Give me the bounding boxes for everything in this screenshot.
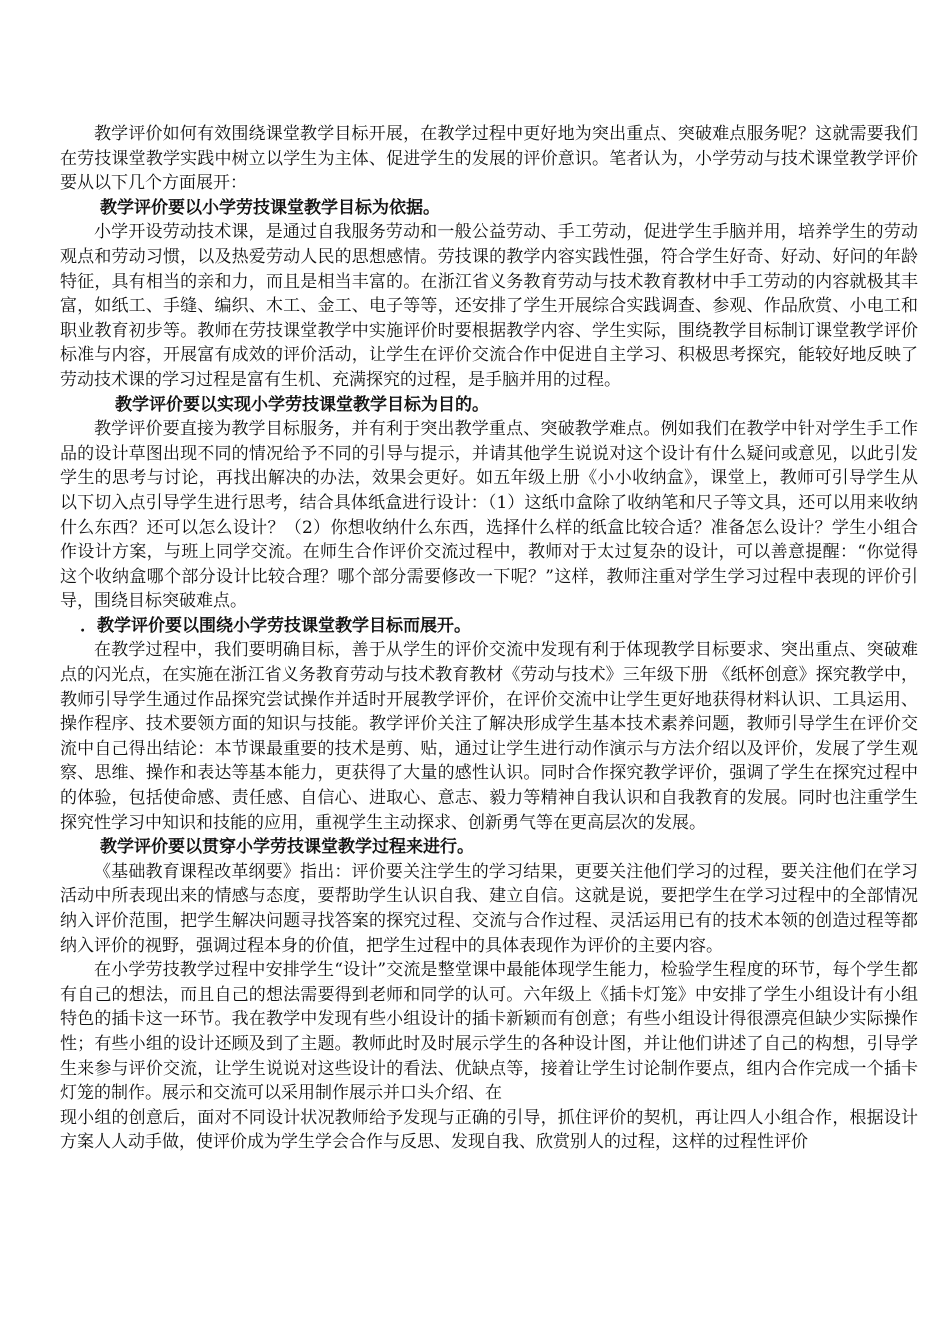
section-heading-2: 教学评价要以实现小学劳技课堂教学目标为目的。 (115, 394, 489, 415)
section-1-paragraph: 小学开设劳动技术课，是通过自我服务劳动和一般公益劳动、手工劳动，促进学生手脑并用，培养学生的劳动观点和劳动习惯，以及热爱劳动人民的思想感情。劳技课的教学内容实践性强，符合学生好奇、好动、好问的年龄特征，具有相当的亲和力，而且是相当丰富的。在浙江省义务教育劳动与技术教育教材中手工劳动的内容就极其丰富，如纸工、手缝、编织、木工、金工、电子等等，还安排了学生开展综合实践调查、参观、作品欣赏、小电工和职业教育初步等。教师在劳技课堂教学中实施评价时要根据教学内容、学生实际，围绕教学目标制订课堂教学评价标准与内容，开展富有成效的评价活动，让学生在评价交流合作中促进自主学习、积极思考探究，能较好地反映了劳动技术课的学习过程是富有生机、充满探究的过程，是手脑并用的过程。 (60, 222, 918, 390)
section-heading-3: ．教学评价要以围绕小学劳技课堂教学目标而展开。 (80, 615, 471, 636)
intro-paragraph: 教学评价如何有效围绕课堂教学目标开展，在教学过程中更好地为突出重点、突破难点服务呢？这就需要我们在劳技课堂教学实践中树立以学生为主体、促进学生的发展的评价意识。笔者认为，小学劳动与技术课堂教学评价要从以下几个方面展开： (60, 124, 918, 194)
section-2-paragraph: 教学评价要直接为教学目标服务，并有利于突出教学重点、突破教学难点。例如我们在教学中针对学生手工作品的设计草图出现不同的情况给予不同的引导与提示，并请其他学生说说对这个设计有什么疑问或意见，以此引发学生的思考与讨论，再找出解决的办法，效果会更好。如五年级上册《小小收纳盒》，课堂上，教师可引导学生从以下切入点引导学生进行思考，结合具体纸盒进行设计：（1）这纸巾盒除了收纳笔和尺子等文具，还可以用来收纳什么东西？还可以怎么设计？（2）你想收纳什么东西，选择什么样的纸盒比较合适？准备怎么设计？学生小组合作设计方案，与班上同学交流。在师生合作评价交流过程中，教师对于太过复杂的设计，可以善意提醒：“你觉得这个收纳盒哪个部分设计比较合理？哪个部分需要修改一下呢？”这样，教师注重对学生学习过程中表现的评价引导，围绕目标突破难点。 (60, 419, 918, 612)
section-heading-4: 教学评价要以贯穿小学劳技课堂教学过程来进行。 (100, 837, 474, 858)
section-3-paragraph: 在教学过程中，我们要明确目标，善于从学生的评价交流中发现有利于体现教学目标要求、突出重点、突破难点的闪光点，在实施在浙江省义务教育劳动与技术教育教材《劳动与技术》三年级下册 《纸杯创意》探究教学中，教师引导学生通过作品探究尝试操作并适时开展教学评价，在评价交流中让学生更好地获得材料认识、工具运用、操作程序、技术要领方面的知识与技能。教学评价关注了解决形成学生基本技术素养问题，教师引导学生在评价交流中自己得出结论：本节课最重要的技术是剪、贴，通过让学生进行动作演示与方法介绍以及评价，发展了学生观察、思维、操作和表达等基本能力，更获得了大量的感性认识。同时合作探究教学评价，强调了学生在探究过程中的体验，包括使命感、责任感、自信心、进取心、意志、毅力等精神自我认识和自我教育的发展。同时也注重学生探究性学习中知识和技能的应用，重视学生主动探求、创新勇气等在更高层次的发展。 (60, 640, 918, 833)
section-heading-1: 教学评价要以小学劳技课堂教学目标为依据。 (100, 197, 440, 218)
section-4-paragraph: 《基础教育课程改革纲要》指出：评价要关注学生的学习结果，更要关注他们学习的过程，要关注他们在学习活动中所表现出来的情感与态度，要帮助学生认识自我、建立自信。这就是说，要把学生在学习过程中的全部情况纳入评价范围，把学生解决问题寻找答案的探究过程、交流与合作过程、灵活运用已有的技术本领的创造过程等都纳入评价的视野，强调过程本身的价值，把学生过程中的具体表现作为评价的主要内容。 (60, 861, 918, 956)
section-4-paragraph-2: 在小学劳技教学过程中安排学生“设计”交流是整堂课中最能体现学生能力，检验学生程度的环节，每个学生都有自己的想法，而且自己的想法需要得到老师和同学的认可。六年级上《插卡灯笼》中安排了学生小组设计有小组特色的插卡这一环节。我在教学中发现有些小组设计的插卡新颖而有创意；有些小组设计得很漂亮但缺少实际操作性；有些小组的设计还顾及到了主题。教师此时及时展示学生的各种设计图，并让他们讲述了自己的构想，引导学生来参与评价交流，让学生说说对这些设计的看法、优缺点等，接着让学生讨论制作要点，组内合作完成一个插卡灯笼的制作。展示和交流可以采用制作展示并口头介绍、在 (60, 960, 918, 1104)
section-4-paragraph-3: 现小组的创意后，面对不同设计状况教师给予发现与正确的引导，抓住评价的契机，再让四人小组合作，根据设计方案人人动手做，使评价成为学生学会合作与反思、发现自我、欣赏别人的过程，这样的过程性评价 (60, 1107, 918, 1153)
document-page (60, 122, 918, 1155)
